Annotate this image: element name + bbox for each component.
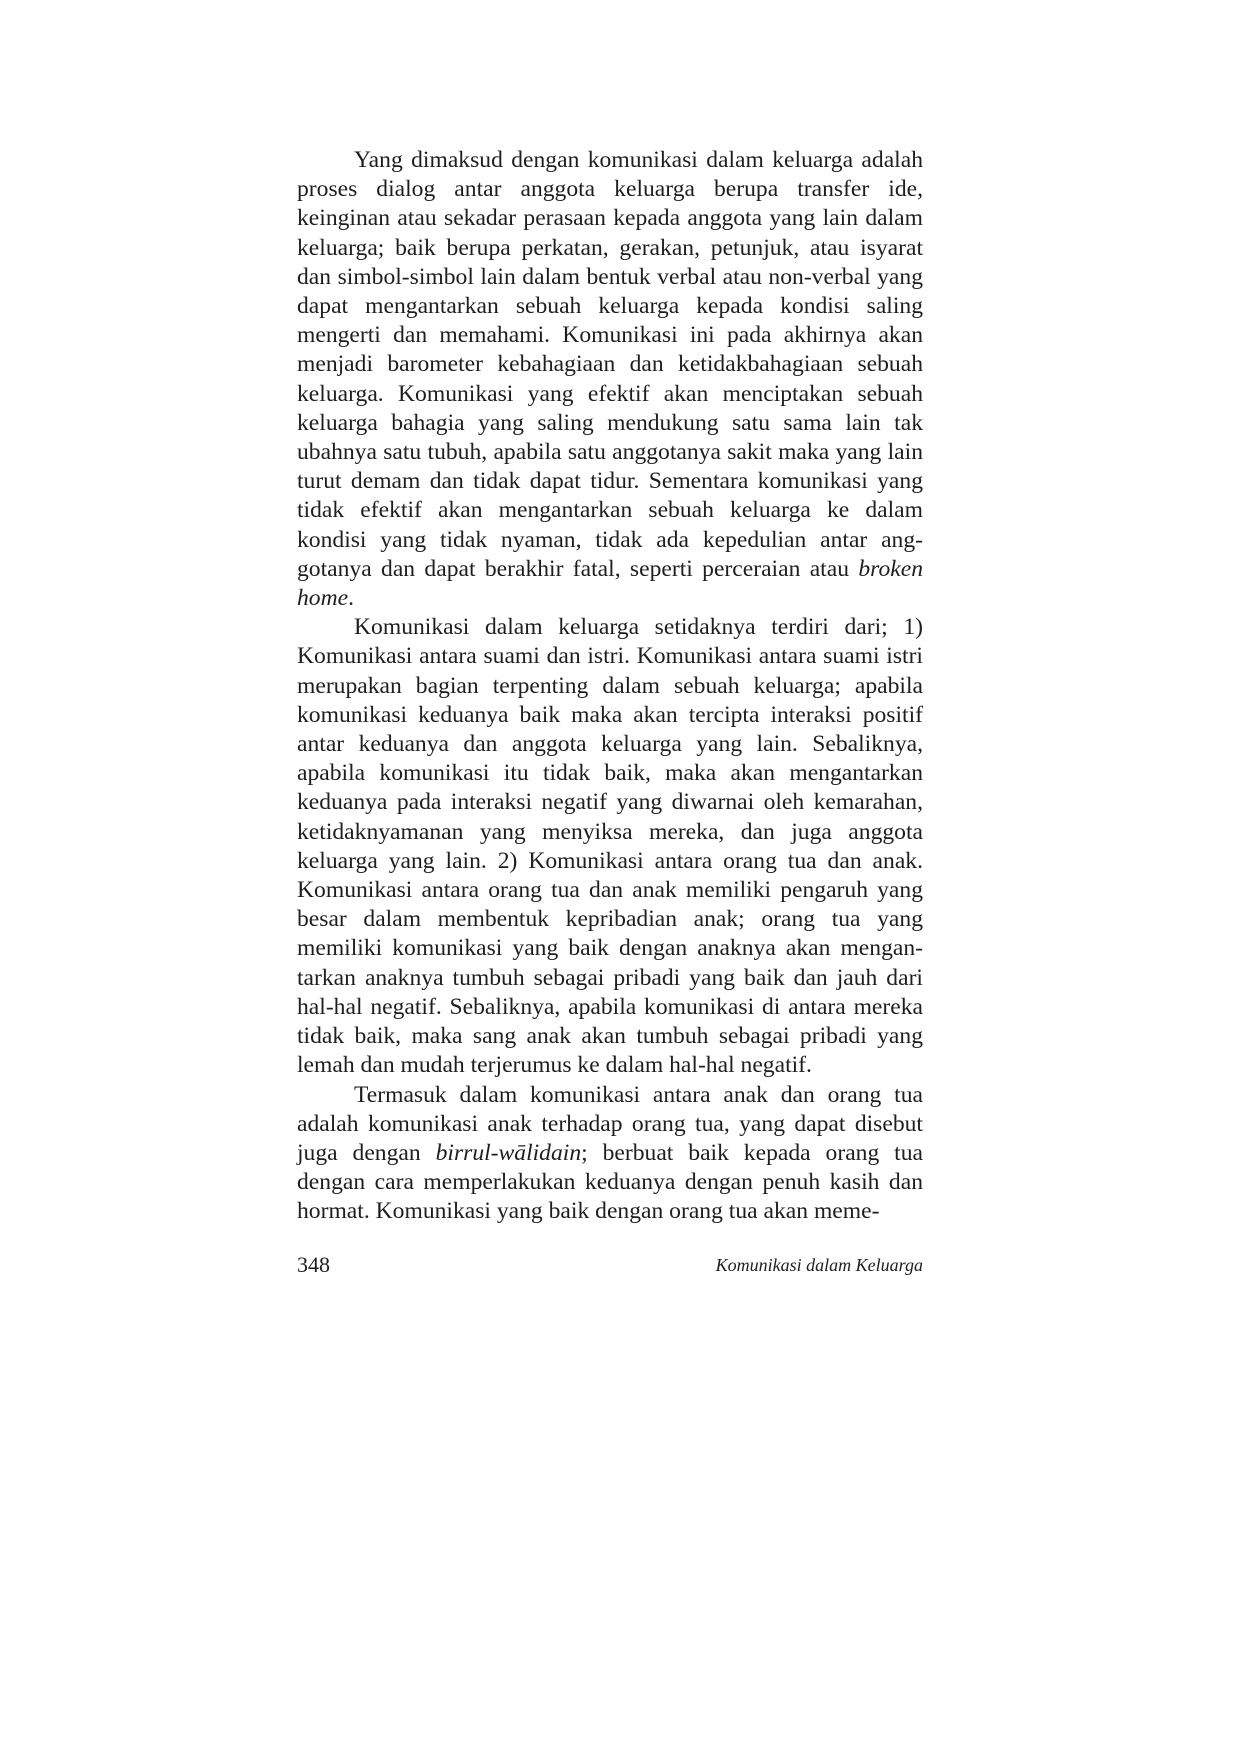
paragraph-3-end: ; berbuat baik kepada orang tua dengan cara memperlakukan keduanya dengan penuh kasih dan hormat. Komunikasi yang baik dengan orang tua akan meme-	[297, 1139, 924, 1225]
paragraph-1	[297, 146, 923, 613]
italic-term-birrul-walidain: birrul-wālidain	[435, 1139, 582, 1166]
body-text	[297, 146, 923, 1227]
paragraph-1-text: Yang dimaksud dengan komunikasi dalam keluarga adalah proses dialog antar anggota keluarga berupa transfer ide, keinginan atau sekadar perasaan kepada anggota yang lain dalam keluarga; baik berupa perkatan, gerakan, petunjuk, atau isyarat dan simbol-simbol lain dalam bentuk verbal atau non-verbal yang dapat mengantarkan sebuah keluarga kepada kondisi saling mengerti dan memahami. Komunikasi ini pada akhirnya akan menjadi barometer kebahagiaan dan ketidakbahagiaan sebuah keluarga. Komunikasi yang efektif akan menciptakan sebuah keluarga bahagia yang saling mendukung satu sama lain tak ubahnya satu tubuh, apabila satu anggotanya sakit maka yang lain turut demam dan tidak dapat tidur. Sementara komunikasi yang tidak efektif akan mengantarkan sebuah keluarga ke dalam kondisi yang tidak nyaman, tidak ada kepedulian antar anggotanya dan dapat berakhir fatal, seperti perceraian atau	[297, 147, 923, 582]
paragraph-3	[297, 1081, 923, 1227]
paragraph-3-text: Termasuk dalam komunikasi antara anak dan orang tua adalah komunikasi anak terhadap orang tua, yang dapat disebut juga dengan	[297, 1081, 923, 1166]
running-footer-title: Komunikasi dalam Keluarga	[715, 1255, 923, 1275]
italic-phrase-broken-home: broken home	[297, 555, 923, 612]
paragraph-1-end: .	[348, 585, 355, 612]
paragraph-2	[297, 613, 923, 1080]
page-footer	[297, 1250, 923, 1280]
page-number: 348	[297, 1252, 330, 1277]
paragraph-2-text: Komunikasi dalam keluarga setidaknya terdiri dari; 1) Komunikasi antara suami dan istri. Komunikasi antara suami istri merupakan bagian terpenting dalam sebuah keluarga; apabila komunikasi keduanya baik maka akan tercipta interaksi positif antar keduanya dan anggota keluarga yang lain. Sebaliknya, apabila komunikasi itu tidak baik, maka akan mengantarkan keduanya pada interaksi negatif yang diwarnai oleh kemarahan, ketidaknyamanan yang menyiksa mereka, dan juga anggota keluarga yang lain. 2) Komunikasi antara orang tua dan anak. Komunikasi antara orang tua dan anak memiliki pengaruh yang besar dalam membentuk kepribadian anak; orang tua yang memiliki komunikasi yang baik dengan anaknya akan mengantarkan anaknya tumbuh sebagai pribadi yang baik dan jauh dari hal-hal negatif. Sebaliknya, apabila komunikasi di antara mereka tidak baik, maka sang anak akan tumbuh sebagai pribadi yang lemah dan mudah terjerumus ke dalam hal-hal negatif.	[297, 614, 923, 1079]
